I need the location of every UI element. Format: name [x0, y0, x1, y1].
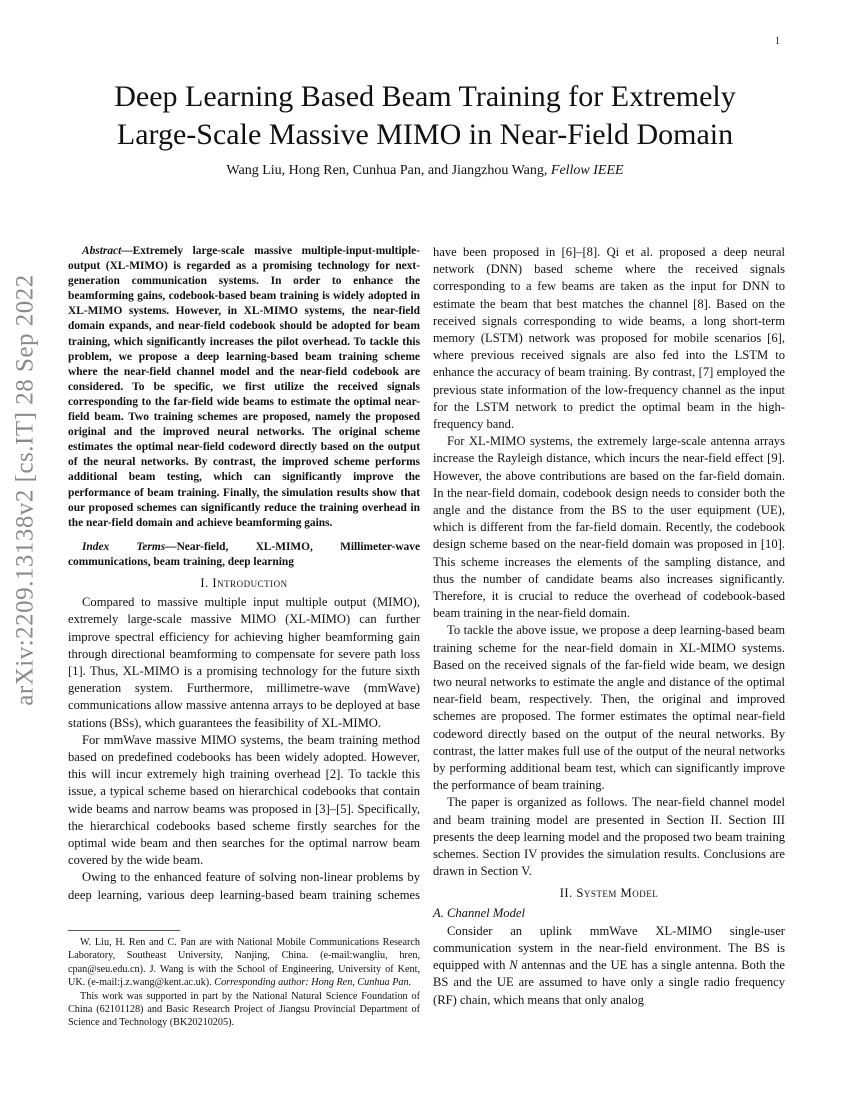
paragraph-continued-text: have been proposed in [6]–[8]. Qi et al. proposed a deep neural network (DNN) based scheme where the received signals corresponding to a few beams are taken as the input for DNN to estimate the beam that best matches the channel [8]. Based on the received signals corresponding to wide beams, a long short-term memory (LSTM) network was proposed for mobile scenarios [6], where previous received signals are also fed into the LSTM to enhance the accuracy of beam training. By contrast, [7] employed the previous state information of the low-frequency channel as the input for the LSTM network to predict the optimal beam in the high-frequency band. — [433, 245, 785, 432]
paragraph-continued — [433, 244, 785, 433]
author-list — [40, 163, 810, 179]
footnote-funding: This work was supported in part by the National Natural Science Foundation of China (62101128) and Basic Research Project of Jiangsu Provincial Department of Science and Technology (BK20210205). — [68, 990, 420, 1029]
footnote-affiliation-text: W. Liu, H. Ren and C. Pan are with National Mobile Communications Research Laboratory, Southeast University, Nanjing, China. (e-mail:wangliu, hren, cpan@seu.edu.cn). J. Wang is with the School of Engineering, University of Kent, UK. (e-mail:j.z.wang@kent.ac.uk). — [68, 937, 420, 989]
footnote-divider — [68, 930, 180, 931]
author-suffix: Fellow IEEE — [550, 163, 624, 178]
abstract — [68, 244, 420, 531]
paragraph: To tackle the above issue, we propose a deep learning-based beam training scheme for the near-field domain in XL-MIMO systems. Based on the received signals of the far-field wide beam, we design two neural networks to estimate the angle and distance of the optimal near-field beam, respectively. Then, the original and improved schemes are proposed. The former estimates the optimal near-field codeword directly based on the output of the neural networks. By contrast, the latter makes full use of the output of the neural networks by performing additional beam test, which can significantly improve the performance of beam training. — [433, 623, 785, 793]
author-names: Wang Liu, Hong Ren, Cunhua Pan, and Jiangzhou Wang, — [226, 163, 548, 178]
paragraph-text: antennas and the UE has a single antenna. Both the BS and the UE are assumed to have only a single radio frequency (RF) chain, which means that only analog — [433, 958, 785, 1007]
left-column — [68, 244, 420, 904]
section-heading-system-model: II. System Model — [559, 886, 659, 901]
abstract-label: Abstract — [82, 245, 122, 257]
title-line-2: Large-Scale Massive MIMO in Near-Field Domain — [116, 118, 734, 151]
index-terms-label: Index Terms — [82, 540, 166, 553]
arxiv-identifier[interactable]: arXiv:2209.13138v2 [cs.IT] 28 Sep 2022 — [12, 274, 40, 706]
footnotes — [68, 936, 420, 1030]
paragraph: For XL-MIMO systems, the extremely large-scale antenna arrays increase the Rayleigh distance, which incurs the near-field effect [9]. However, the above contributions are based on the far-field domain. In the near-field domain, codebook design needs to consider both the angle and the distance from the BS to the user equipment (UE), which is different from the far-field domain. Recently, the codebook design scheme based on the near-field domain was proposed in [10]. This scheme increases the elements of the sampling distance, and thus the number of candidate beams also increases significantly. Therefore, it is crucial to reduce the overhead of codebook-based beam training in the near-field domain. — [433, 434, 785, 621]
index-terms — [68, 540, 420, 570]
footnote-corresponding-author: Corresponding author: Hong Ren, Cunhua Pan. — [214, 977, 412, 989]
math-variable: N — [509, 958, 518, 973]
arxiv-stamp — [8, 274, 44, 706]
subsection-heading-channel-model: A. Channel Model — [433, 905, 525, 920]
paragraph-text: Consider an uplink mmWave XL-MIMO single-user communication system in the near-field environment. The BS is equipped with — [433, 923, 785, 973]
paragraph-split-start: Owing to the enhanced feature of solving non-linear problems by deep learning, various deep learning-based beam training schemes — [68, 870, 420, 902]
paper-title — [40, 78, 810, 154]
footnote-affiliation — [68, 936, 420, 990]
page-number: 1 — [775, 36, 780, 47]
paragraph — [433, 923, 785, 1009]
section-heading-introduction: I. Introduction — [200, 575, 288, 590]
paragraph: The paper is organized as follows. The near-field channel model and beam training model are presented in Section II. Section III presents the deep learning model and the proposed two beam training schemes. Section IV provides the simulation results. Conclusions are drawn in Section V. — [433, 795, 785, 879]
abstract-text: —Extremely large-scale massive multiple-input-multiple-output (XL-MIMO) is regarded as a promising technology for next-generation communication systems. In order to enhance the beamforming gains, codebook-based beam training is widely adopted in XL-MIMO systems. However, in XL-MIMO systems, the near-field domain expands, and near-field codebook should be adopted for beam training, which significantly increases the pilot overhead. To tackle this problem, we propose a deep learning-based beam training scheme where the near-field channel model and the near-field codebook are considered. To be specific, we first utilize the received signals corresponding to the far-field wide beams to estimate the optimal near-field beam. Two training schemes are proposed, namely the proposed original and the improved neural networks. The original scheme estimates the optimal near-field codeword directly based on the output of the neural networks. By contrast, the improved scheme performs additional beam testing, which can significantly improve the performance of beam training. Finally, the simulation results show that our proposed schemes can significantly reduce the training overhead in the near-field domain and achieve beamforming gains. — [68, 245, 420, 529]
paragraph: For mmWave massive MIMO systems, the beam training method based on predefined codebooks has been widely adopted. However, this will incur extremely high training overhead [2]. To tackle this issue, a typical scheme based on hierarchical codebooks that contain wide beams and narrow beams was proposed in [3]–[5]. Specifically, the hierarchical codebooks based scheme firstly searches for the optimal wide beam and then searches for the optimal narrow beam covered by the wide beam. — [68, 732, 420, 868]
paragraph: Compared to massive multiple input multiple output (MIMO), extremely large-scale massive MIMO (XL-MIMO) can further improve spectral efficiency for achieving higher beamforming gain through directional beamforming to compensate for severe path loss [1]. Thus, XL-MIMO is a promising technology for the future sixth generation system. Furthermore, millimetre-wave (mmWave) communications allow massive antenna arrays to be deployed at base stations (BSs), which guarantees the feasibility of XL-MIMO. — [68, 595, 420, 730]
title-line-1: Deep Learning Based Beam Training for Extremely — [114, 80, 736, 113]
index-terms-text: —Near-field, XL-MIMO, Millimeter-wave communications, beam training, deep learning — [68, 540, 420, 568]
right-column — [433, 244, 785, 1009]
